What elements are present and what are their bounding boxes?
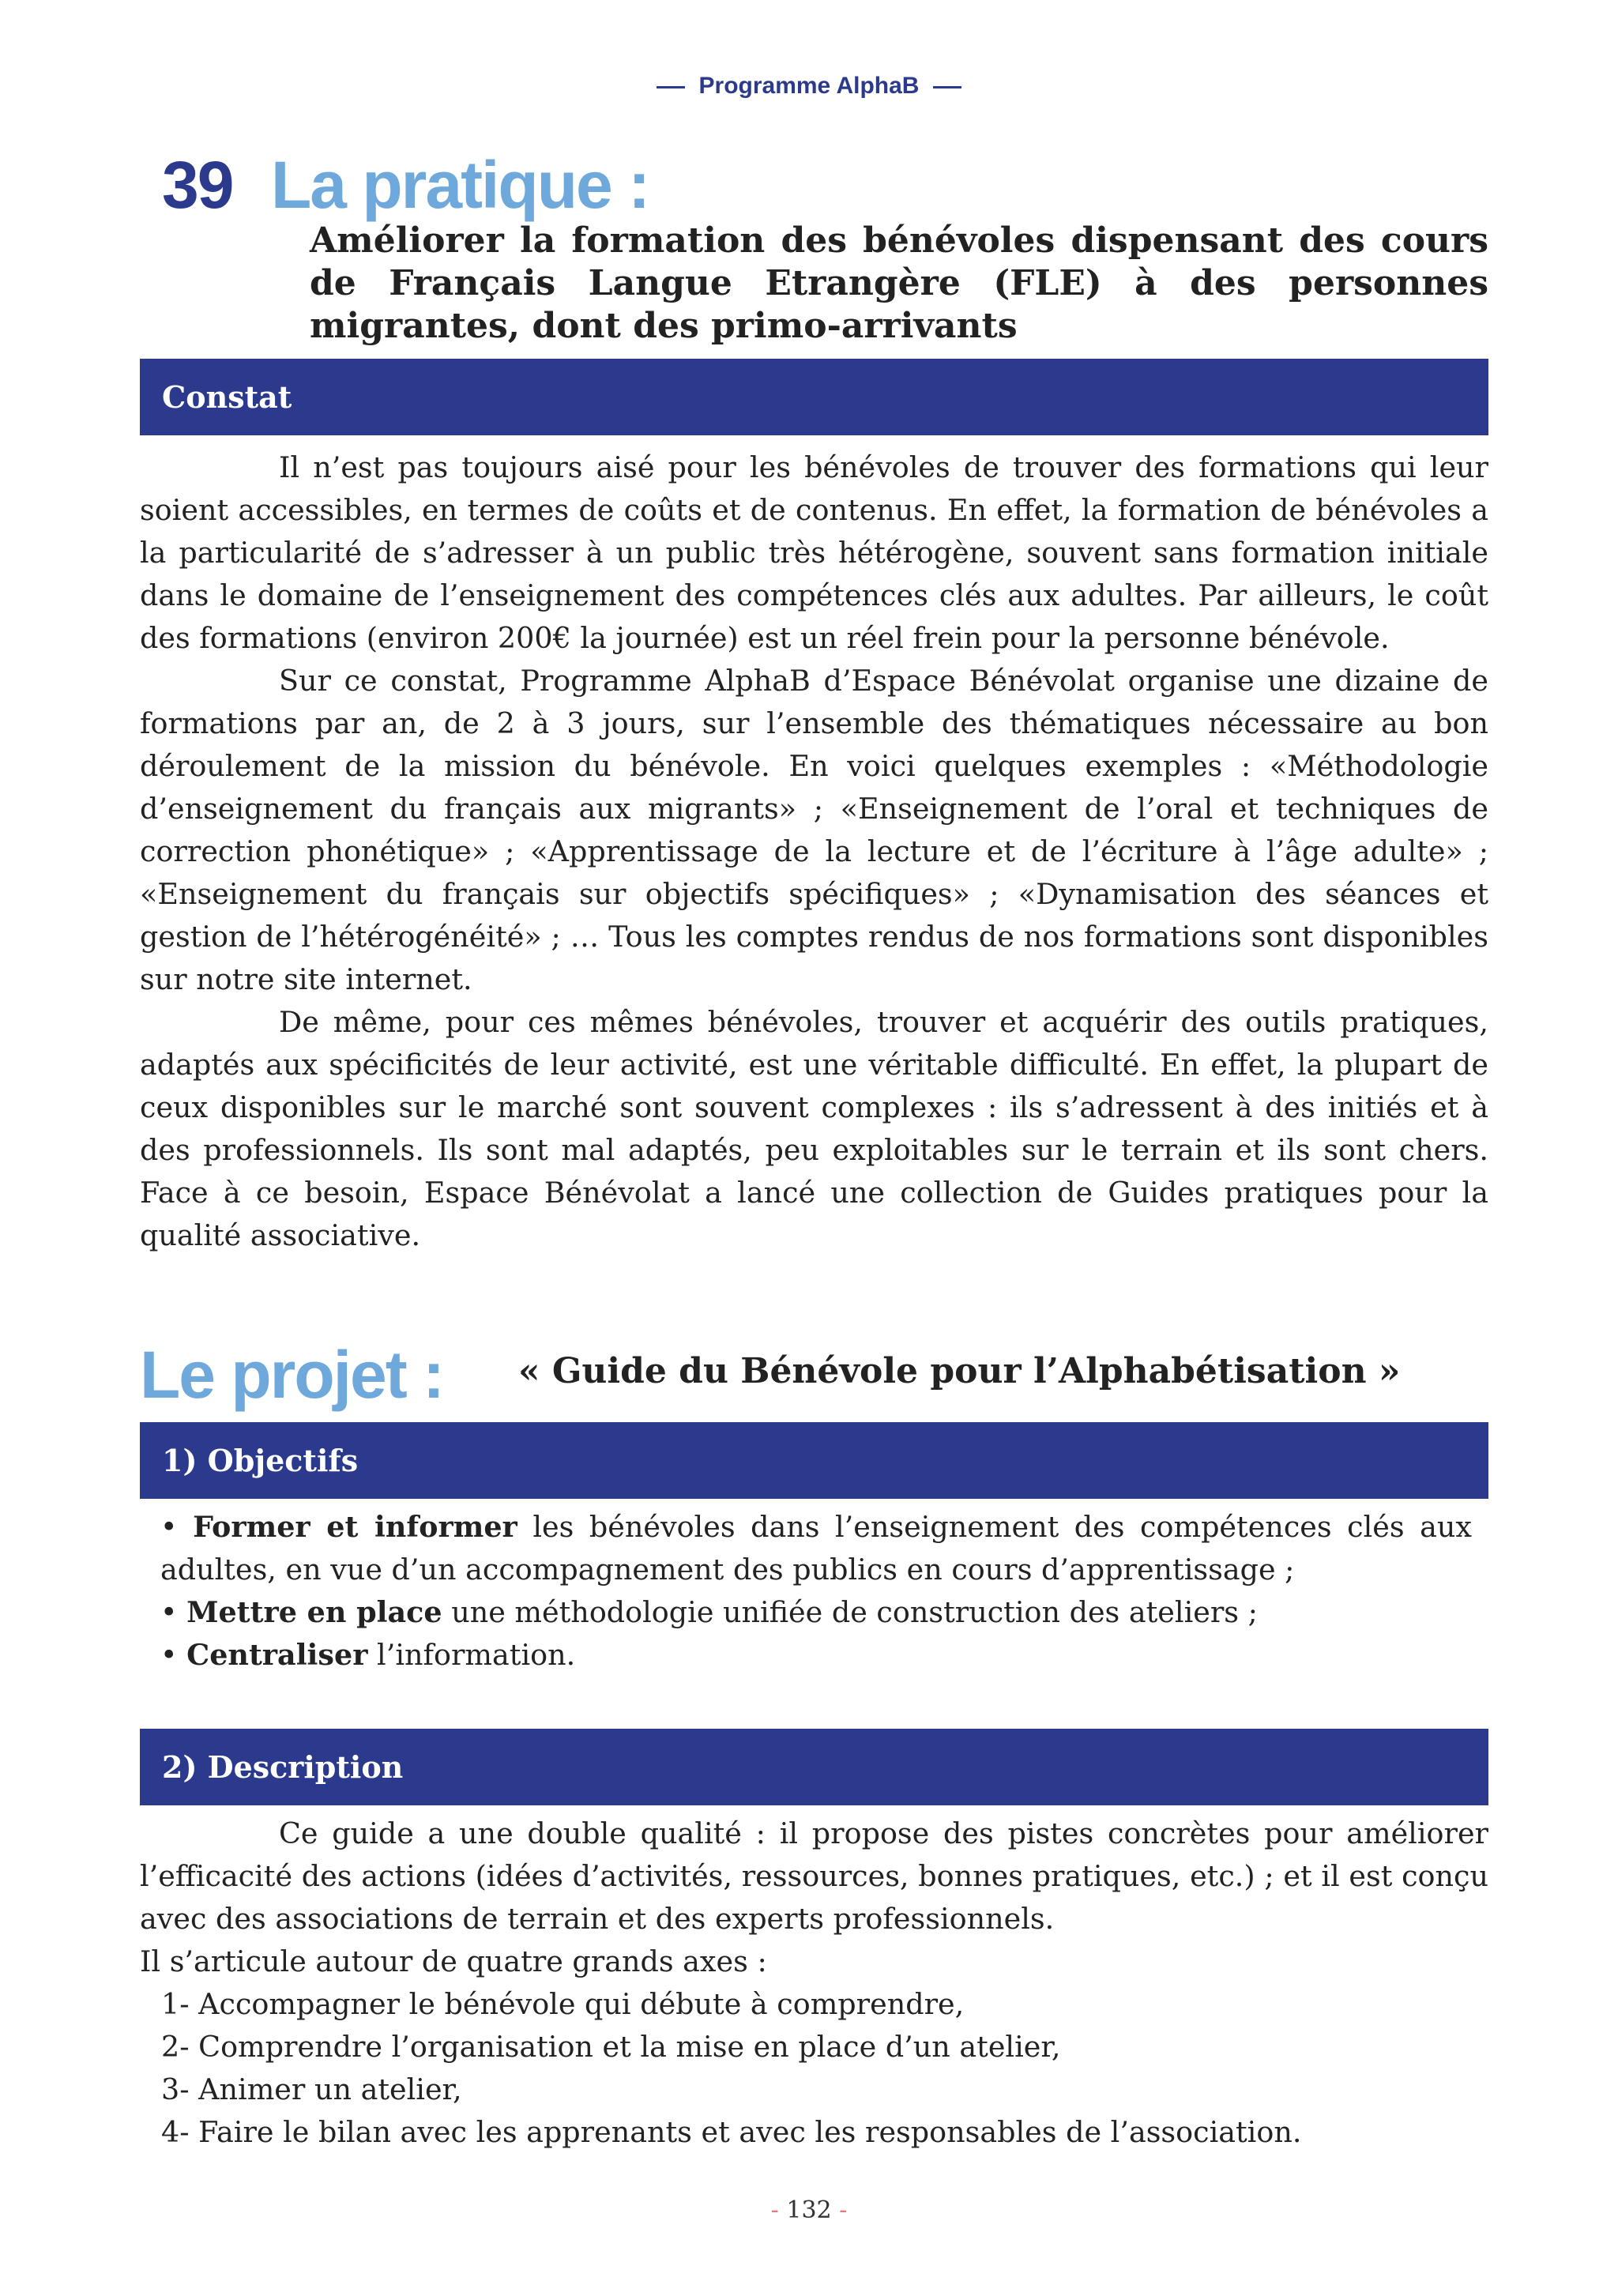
header-dash-right xyxy=(933,86,961,88)
constat-body xyxy=(140,446,1488,1257)
page-dash-left: - xyxy=(770,2196,779,2224)
list-item-bold: Former et informer xyxy=(193,1510,517,1544)
practice-number: 39 xyxy=(162,148,233,222)
list-item-text: une méthodologie unifiée de construction des ateliers ; xyxy=(442,1595,1258,1629)
project-label: Le projet : xyxy=(140,1338,444,1412)
practice-label: La pratique : xyxy=(271,148,649,222)
page-number-value: 132 xyxy=(786,2196,832,2224)
page-number xyxy=(0,2196,1618,2224)
list-item: 1- Accompagner le bénévole qui débute à comprendre, xyxy=(161,1987,965,2021)
header-dash-left xyxy=(657,86,685,88)
objectifs-heading-bar xyxy=(140,1422,1488,1499)
steps-list xyxy=(140,1983,1488,2154)
list-item xyxy=(160,1591,1472,1634)
constat-heading: Constat xyxy=(162,379,292,415)
practice-subtitle: Améliorer la formation des bénévoles dispensant des cours de Français Langue Etrangère (FLE) à des personnes migrantes, dont des primo-arrivants xyxy=(310,220,1488,346)
list-item xyxy=(160,1506,1472,1591)
running-header xyxy=(0,73,1618,100)
list-item-text: l’information. xyxy=(367,1638,576,1672)
project-subtitle: « Guide du Bénévole pour l’Alphabétisation » xyxy=(518,1351,1401,1391)
constat-paragraph: Il n’est pas toujours aisé pour les bénévoles de trouver des formations qui leur soient accessibles, en termes de coûts et de contenus. En effet, la formation de bénévoles a la particularité de s’adresser à un public très hétérogène, souvent sans formation initiale dans le domaine de l’enseignement des compétences clés aux adultes. Par ailleurs, le coût des formations (environ 200€ la journée) est un réel frein pour la personne bénévole. xyxy=(140,450,1488,655)
constat-heading-bar xyxy=(140,359,1488,435)
running-title: Programme AlphaB xyxy=(698,73,920,99)
page-dash-right: - xyxy=(839,2196,848,2224)
bullet-glyph: • xyxy=(160,1595,178,1629)
list-item-bold: Mettre en place xyxy=(186,1595,442,1629)
objectifs-list xyxy=(160,1506,1472,1677)
bullet-glyph: • xyxy=(160,1510,178,1544)
list-item: 4- Faire le bilan avec les apprenants et avec les responsables de l’association. xyxy=(161,2115,1302,2149)
objectifs-heading: 1) Objectifs xyxy=(162,1443,359,1478)
description-body xyxy=(140,1812,1488,2154)
list-item: 2- Comprendre l’organisation et la mise en place d’un atelier, xyxy=(161,2030,1061,2064)
list-item-bold: Centraliser xyxy=(186,1638,368,1672)
list-item xyxy=(160,1634,1472,1677)
list-item: 3- Animer un atelier, xyxy=(161,2072,462,2106)
description-heading-bar xyxy=(140,1729,1488,1805)
bullet-glyph: • xyxy=(160,1638,178,1672)
list-item-text: les bénévoles dans l’enseignement des compétences clés aux adultes, en vue d’un accompagnement des publics en cours d’apprentissage ; xyxy=(160,1510,1472,1586)
description-lead: Il s’articule autour de quatre grands axes : xyxy=(140,1944,767,1978)
description-intro: Ce guide a une double qualité : il propose des pistes concrètes pour améliorer l’efficacité des actions (idées d’activités, ressources, bonnes pratiques, etc.) ; et il est conçu avec des associations de terrain et des experts professionnels. xyxy=(140,1816,1488,1936)
constat-paragraph: Sur ce constat, Programme AlphaB d’Espace Bénévolat organise une dizaine de formations par an, de 2 à 3 jours, sur l’ensemble des thématiques nécessaire au bon déroulement de la mission du bénévole. En voici quelques exemples : «Méthodologie d’enseignement du français aux migrants» ; «Enseignement de l’oral et techniques de correction phonétique» ; «Apprentissage de la lecture et de l’écriture à l’âge adulte» ; «Enseignement du français sur objectifs spécifiques» ; «Dynamisation des séances et gestion de l’hétérogénéité» ; … Tous les comptes rendus de nos formations sont disponibles sur notre site internet. xyxy=(140,664,1488,996)
constat-paragraph: De même, pour ces mêmes bénévoles, trouver et acquérir des outils pratiques, adaptés aux spécificités de leur activité, est une véritable difficulté. En effet, la plupart de ceux disponibles sur le marché sont souvent complexes : ils s’adressent à des initiés et à des professionnels. Ils sont mal adaptés, peu exploitables sur le terrain et ils sont chers. Face à ce besoin, Espace Bénévolat a lancé une collection de Guides pratiques pour la qualité associative. xyxy=(140,1005,1488,1252)
description-heading: 2) Description xyxy=(162,1749,404,1785)
